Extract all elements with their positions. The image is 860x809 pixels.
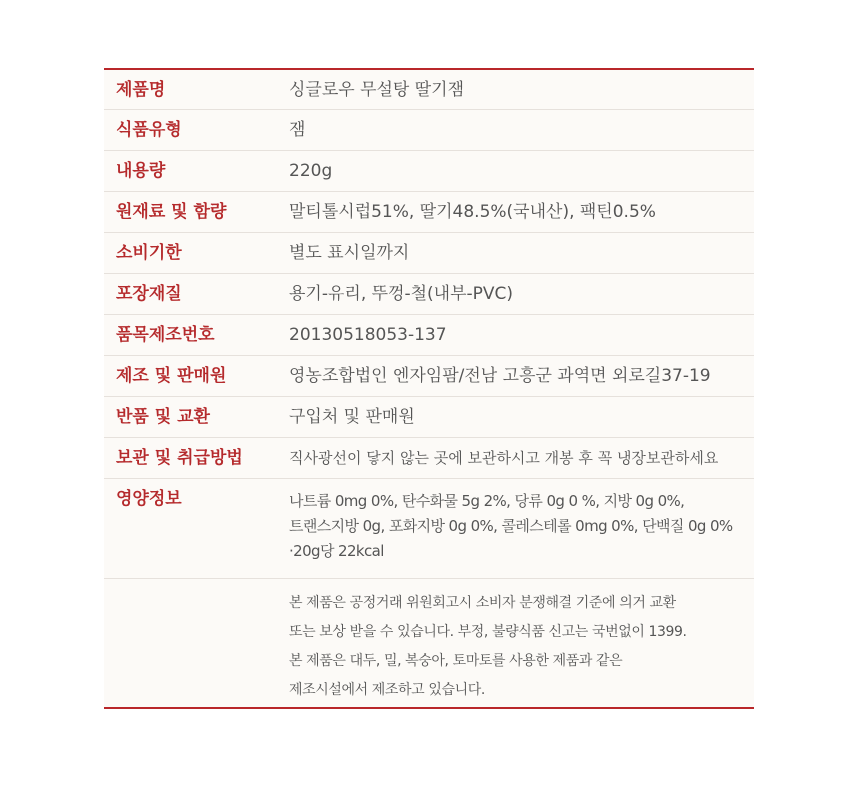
row-product-name: [104, 70, 754, 110]
row-returns: [104, 397, 754, 438]
row-label: 포장재질: [116, 284, 182, 304]
row-report-number: [104, 315, 754, 356]
row-manufacturer: [104, 356, 754, 397]
row-value: 별도 표시일까지: [289, 243, 410, 263]
row-storage: [104, 438, 754, 479]
row-ingredients: [104, 192, 754, 233]
row-value: 싱글로우 무설탕 딸기잼: [289, 80, 465, 100]
row-label: 제조 및 판매원: [116, 366, 227, 386]
nutrition-line: 나트륨 0mg 0%, 탄수화물 5g 2%, 당류 0g 0 %, 지방 0g 0%,: [289, 492, 685, 510]
notice-line: 본 제품은 공정거래 위원회고시 소비자 분쟁해결 기준에 의거 교환: [289, 595, 676, 611]
row-notice: [104, 579, 754, 711]
row-value: 구입처 및 판매원: [289, 407, 415, 427]
row-value: 220g: [289, 161, 333, 181]
nutrition-line: 트랜스지방 0g, 포화지방 0g 0%, 콜레스테롤 0mg 0%, 단백질 0g 0%: [289, 517, 733, 535]
row-value: 용기-유리, 뚜껑-철(내부-PVC): [289, 284, 514, 304]
row-label: 반품 및 교환: [116, 407, 210, 427]
notice-line: 본 제품은 대두, 밀, 복숭아, 토마토를 사용한 제품과 같은: [289, 653, 623, 669]
row-value: 영농조합법인 엔자임팜/전남 고흥군 과역면 외로길37-19: [289, 366, 711, 386]
row-value: 잼: [289, 120, 306, 140]
row-label: 소비기한: [116, 243, 182, 263]
row-expiration: [104, 233, 754, 274]
row-value: 말티톨시럽51%, 딸기48.5%(국내산), 팩틴0.5%: [289, 202, 656, 222]
row-value: 20130518053-137: [289, 325, 447, 345]
notice-text: [289, 589, 749, 705]
row-label: 품목제조번호: [116, 325, 215, 345]
product-info-table: [104, 68, 754, 709]
row-label: 식품유형: [116, 120, 182, 140]
row-nutrition: [104, 479, 754, 579]
notice-line: 또는 보상 받을 수 있습니다. 부정, 불량식품 신고는 국번없이 1399.: [289, 624, 687, 640]
notice-line: 제조시설에서 제조하고 있습니다.: [289, 682, 485, 698]
nutrition-line: ·20g당 22kcal: [289, 542, 384, 560]
row-label: 보관 및 취급방법: [116, 448, 243, 468]
row-food-type: [104, 110, 754, 151]
row-packaging: [104, 274, 754, 315]
row-value: 직사광선이 닿지 않는 곳에 보관하시고 개봉 후 꼭 냉장보관하세요: [289, 449, 719, 467]
row-label: 영양정보: [116, 489, 182, 509]
row-content-amount: [104, 151, 754, 192]
row-label: 제품명: [116, 80, 166, 100]
row-label: 내용량: [116, 161, 166, 181]
nutrition-text: [289, 489, 754, 564]
row-label: 원재료 및 함량: [116, 202, 227, 222]
